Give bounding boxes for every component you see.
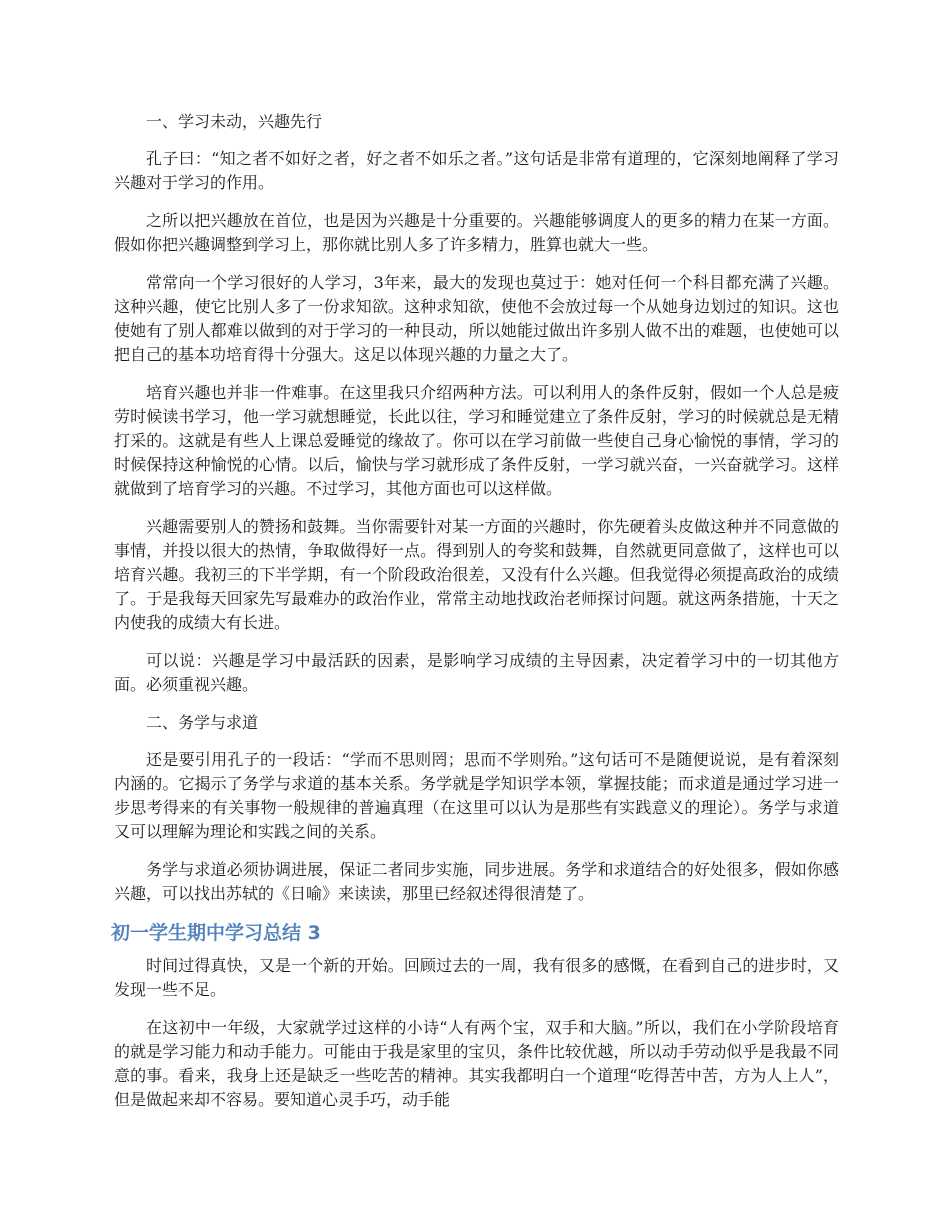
paragraph-2: 之所以把兴趣放在首位，也是因为兴趣是十分重要的。兴趣能够调度人的更多的精力在某一方面。假如你把兴趣调整到学习上，那你就比别人多了许多精力，胜算也就大一些。 — [114, 211, 839, 254]
section-heading-2: 二、务学与求道 — [146, 713, 259, 732]
document-title: 初一学生期中学习总结 3 — [111, 922, 321, 944]
paragraph-10: 在这初中一年级，大家就学过这样的小诗“人有两个宝，双手和大脑。”所以，我们在小学阶段培育的就是学习能力和动手能力。可能由于我是家里的宝贝，条件比较优越，所以动手劳动似乎是我最不同意的事。看来，我身上还是缺乏一些吃苦的精神。其实我都明白一个道理“吃得苦中苦，方为人上人”，但是做起来却不容易。要知道心灵手巧，动手能 — [114, 1018, 839, 1109]
paragraph-9: 时间过得真快，又是一个新的开始。回顾过去的一周，我有很多的感慨，在看到自己的进步时，又发现一些不足。 — [114, 956, 839, 999]
paragraph-4: 培育兴趣也并非一件难事。在这里我只介绍两种方法。可以利用人的条件反射，假如一个人总是疲劳时候读书学习，他一学习就想睡觉，长此以往，学习和睡觉建立了条件反射，学习的时候就总是无精打采的。这就是有些人上课总爱睡觉的缘故了。你可以在学习前做一些使自己身心愉悦的事情，学习的时候保持这种愉悦的心情。以后，愉快与学习就形成了条件反射，一学习就兴奋，一兴奋就学习。这样就做到了培育学习的兴趣。不过学习，其他方面也可以这样做。 — [114, 383, 839, 498]
document-page — [111, 110, 839, 1126]
paragraph-1: 孔子曰：“知之者不如好之者，好之者不如乐之者。”这句话是非常有道理的，它深刻地阐释了学习兴趣对于学习的作用。 — [114, 149, 839, 192]
section-heading-1: 一、学习未动，兴趣先行 — [146, 112, 323, 131]
paragraph-5: 兴趣需要别人的赞扬和鼓舞。当你需要针对某一方面的兴趣时，你先硬着头皮做这种并不同意做的事情，并投以很大的热情，争取做得好一点。得到别人的夸奖和鼓舞，自然就更同意做了，这样也可以培育兴趣。我初三的下半学期，有一个阶段政治很差，又没有什么兴趣。但我觉得必须提高政治的成绩了。于是我每天回家先写最难办的政治作业，常常主动地找政治老师探讨问题。就这两条措施，十天之内使我的成绩大有长进。 — [114, 517, 839, 632]
paragraph-7: 还是要引用孔子的一段话：“学而不思则罔；思而不学则殆。”这句话可不是随便说说，是有着深刻内涵的。它揭示了务学与求道的基本关系。务学就是学知识学本领，掌握技能；而求道是通过学习进一步思考得来的有关事物一般规律的普遍真理（在这里可以认为是那些有实践意义的理论）。务学与求道又可以理解为理论和实践之间的关系。 — [114, 750, 839, 841]
paragraph-6: 可以说：兴趣是学习中最活跃的因素，是影响学习成绩的主导因素，决定着学习中的一切其他方面。必须重视兴趣。 — [114, 651, 839, 694]
paragraph-3: 常常向一个学习很好的人学习，3年来，最大的发现也莫过于：她对任何一个科目都充满了兴趣。这种兴趣，使它比别人多了一份求知欲。这种求知欲，使他不会放过每一个从她身边划过的知识。这也使她有了别人都难以做到的对于学习的一种艮动，所以她能过做出许多别人做不出的难题，也使她可以把自己的基本功培育得十分强大。这足以体现兴趣的力量之大了。 — [114, 273, 839, 364]
paragraph-8: 务学与求道必须协调进展，保证二者同步实施，同步进展。务学和求道结合的好处很多，假如你感兴趣，可以找出苏轼的《日喻》来读读，那里已经叙述得很清楚了。 — [114, 860, 839, 903]
